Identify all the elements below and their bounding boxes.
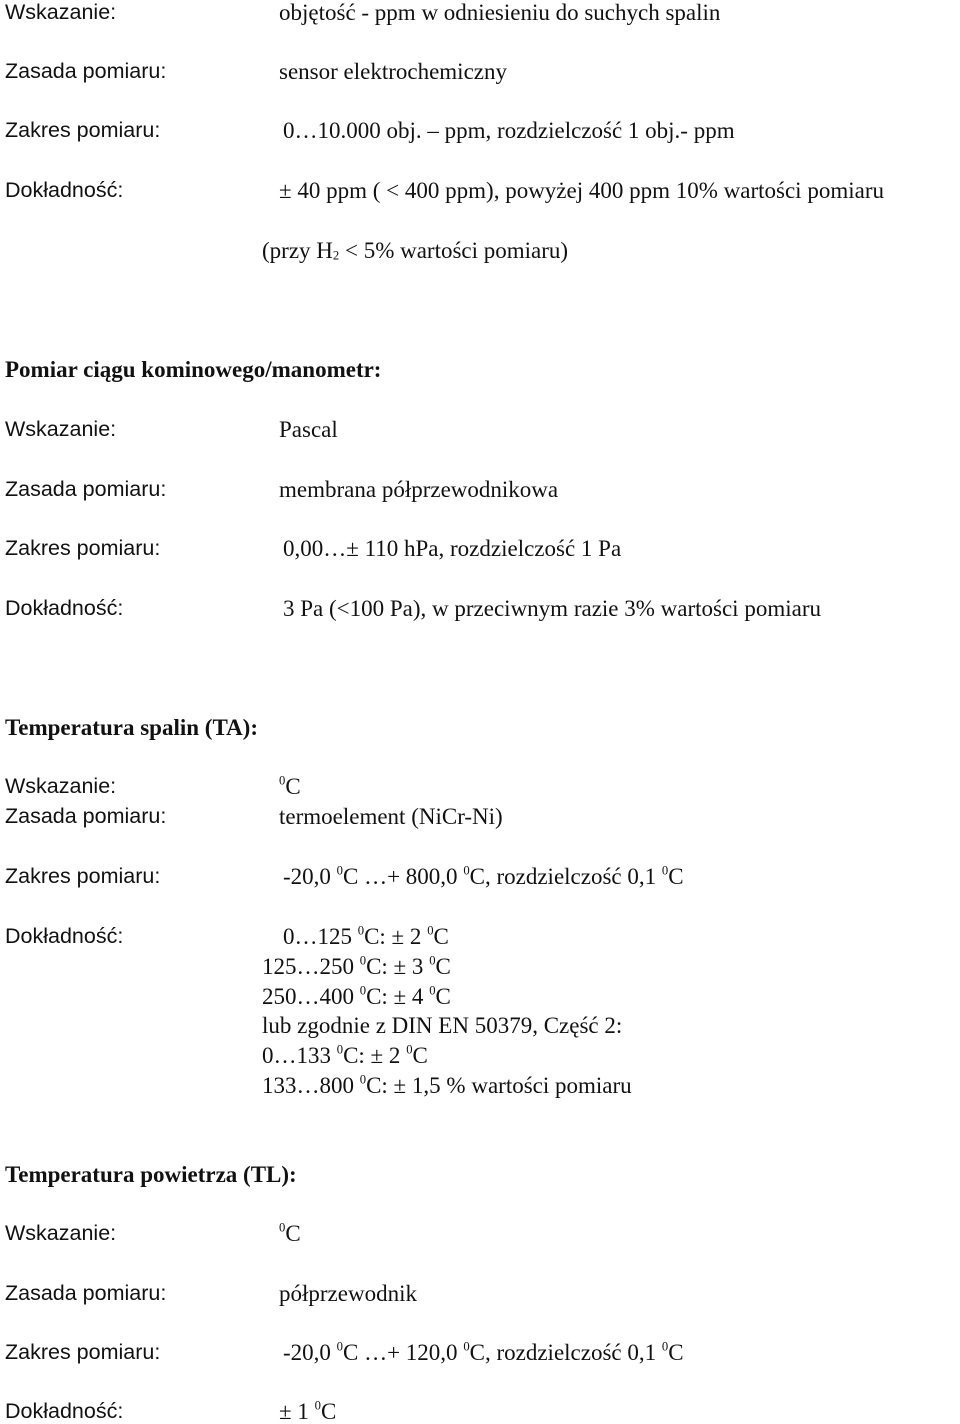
draft-principle-value: membrana półprzewodnikowa (279, 477, 559, 502)
flue-temp-accuracy-line: 133…800 $^0$C: ± 1,5 % wartości pomiaru (262, 1072, 632, 1098)
flue-temp-accuracy-line: 250…400 $^0$C: ± 4 $^0$C (262, 983, 451, 1009)
air-temp-indication-value: $^0$C (279, 1220, 301, 1246)
co-indication-label: Wskazanie: (5, 0, 117, 24)
flue-temp-accuracy-line: lub zgodnie z DIN EN 50379, Część 2: (262, 1013, 623, 1038)
air-temp-accuracy-label: Dokładność: (5, 1399, 124, 1423)
flue-temp-accuracy-label: Dokładność: (5, 924, 124, 948)
flue-temp-range-label: Zakres pomiaru: (5, 864, 161, 888)
air-temp-range-value: -20,0 $^0$C …+ 120,0 $^0$C, rozdzielczość 0,1 $^0$C (283, 1339, 684, 1365)
flue-temp-range-value: -20,0 $^0$C …+ 800,0 $^0$C, rozdzielczość 0,1 $^0$C (283, 863, 684, 889)
air-temp-range-label: Zakres pomiaru: (5, 1340, 161, 1364)
co-range-value: 0…10.000 obj. – ppm, rozdzielczość 1 obj.- ppm (283, 118, 735, 143)
flue-temp-indication-label: Wskazanie: (5, 774, 117, 798)
co-accuracy-label: Dokładność: (5, 178, 124, 202)
co-indication-value: objętość - ppm w odniesieniu do suchych spalin (279, 0, 721, 25)
air-temp-accuracy-value: ± 1 $^0$C (279, 1398, 337, 1424)
draft-indication-label: Wskazanie: (5, 417, 117, 441)
flue-temp-section-title: Temperatura spalin (TA): (5, 715, 258, 740)
draft-accuracy-value: 3 Pa (<100 Pa), w przeciwnym razie 3% wartości pomiaru (283, 596, 821, 621)
air-temp-indication-label: Wskazanie: (5, 1221, 117, 1245)
co-range-label: Zakres pomiaru: (5, 118, 161, 142)
flue-temp-indication-value: $^0$C (279, 773, 301, 799)
co-accuracy-value: ± 40 ppm ( < 400 ppm), powyżej 400 ppm 10% wartości pomiaru (279, 178, 884, 203)
co-h2-note: (przy $H_2 < 5\%$ wartości pomiaru) (262, 238, 569, 263)
flue-temp-accuracy-line: 125…250 $^0$C: ± 3 $^0$C (262, 953, 451, 979)
draft-section-title: Pomiar ciągu kominowego/manometr: (5, 357, 382, 382)
flue-temp-accuracy-line: 0…125 $^0$C: ± 2 $^0$C (283, 923, 449, 949)
co-principle-label: Zasada pomiaru: (5, 59, 167, 83)
draft-accuracy-label: Dokładność: (5, 596, 124, 620)
air-temp-section-title: Temperatura powietrza (TL): (5, 1162, 297, 1187)
flue-temp-principle-value: termoelement (NiCr-Ni) (279, 804, 503, 829)
air-temp-principle-label: Zasada pomiaru: (5, 1281, 167, 1305)
flue-temp-principle-label: Zasada pomiaru: (5, 804, 167, 828)
co-principle-value: sensor elektrochemiczny (279, 59, 507, 84)
draft-principle-label: Zasada pomiaru: (5, 477, 167, 501)
flue-temp-accuracy-line: 0…133 $^0$C: ± 2 $^0$C (262, 1042, 428, 1068)
draft-range-value: 0,00…± 110 hPa, rozdzielczość 1 Pa (283, 536, 622, 561)
draft-indication-value: Pascal (279, 417, 338, 442)
draft-range-label: Zakres pomiaru: (5, 536, 161, 560)
air-temp-principle-value: półprzewodnik (279, 1281, 417, 1306)
